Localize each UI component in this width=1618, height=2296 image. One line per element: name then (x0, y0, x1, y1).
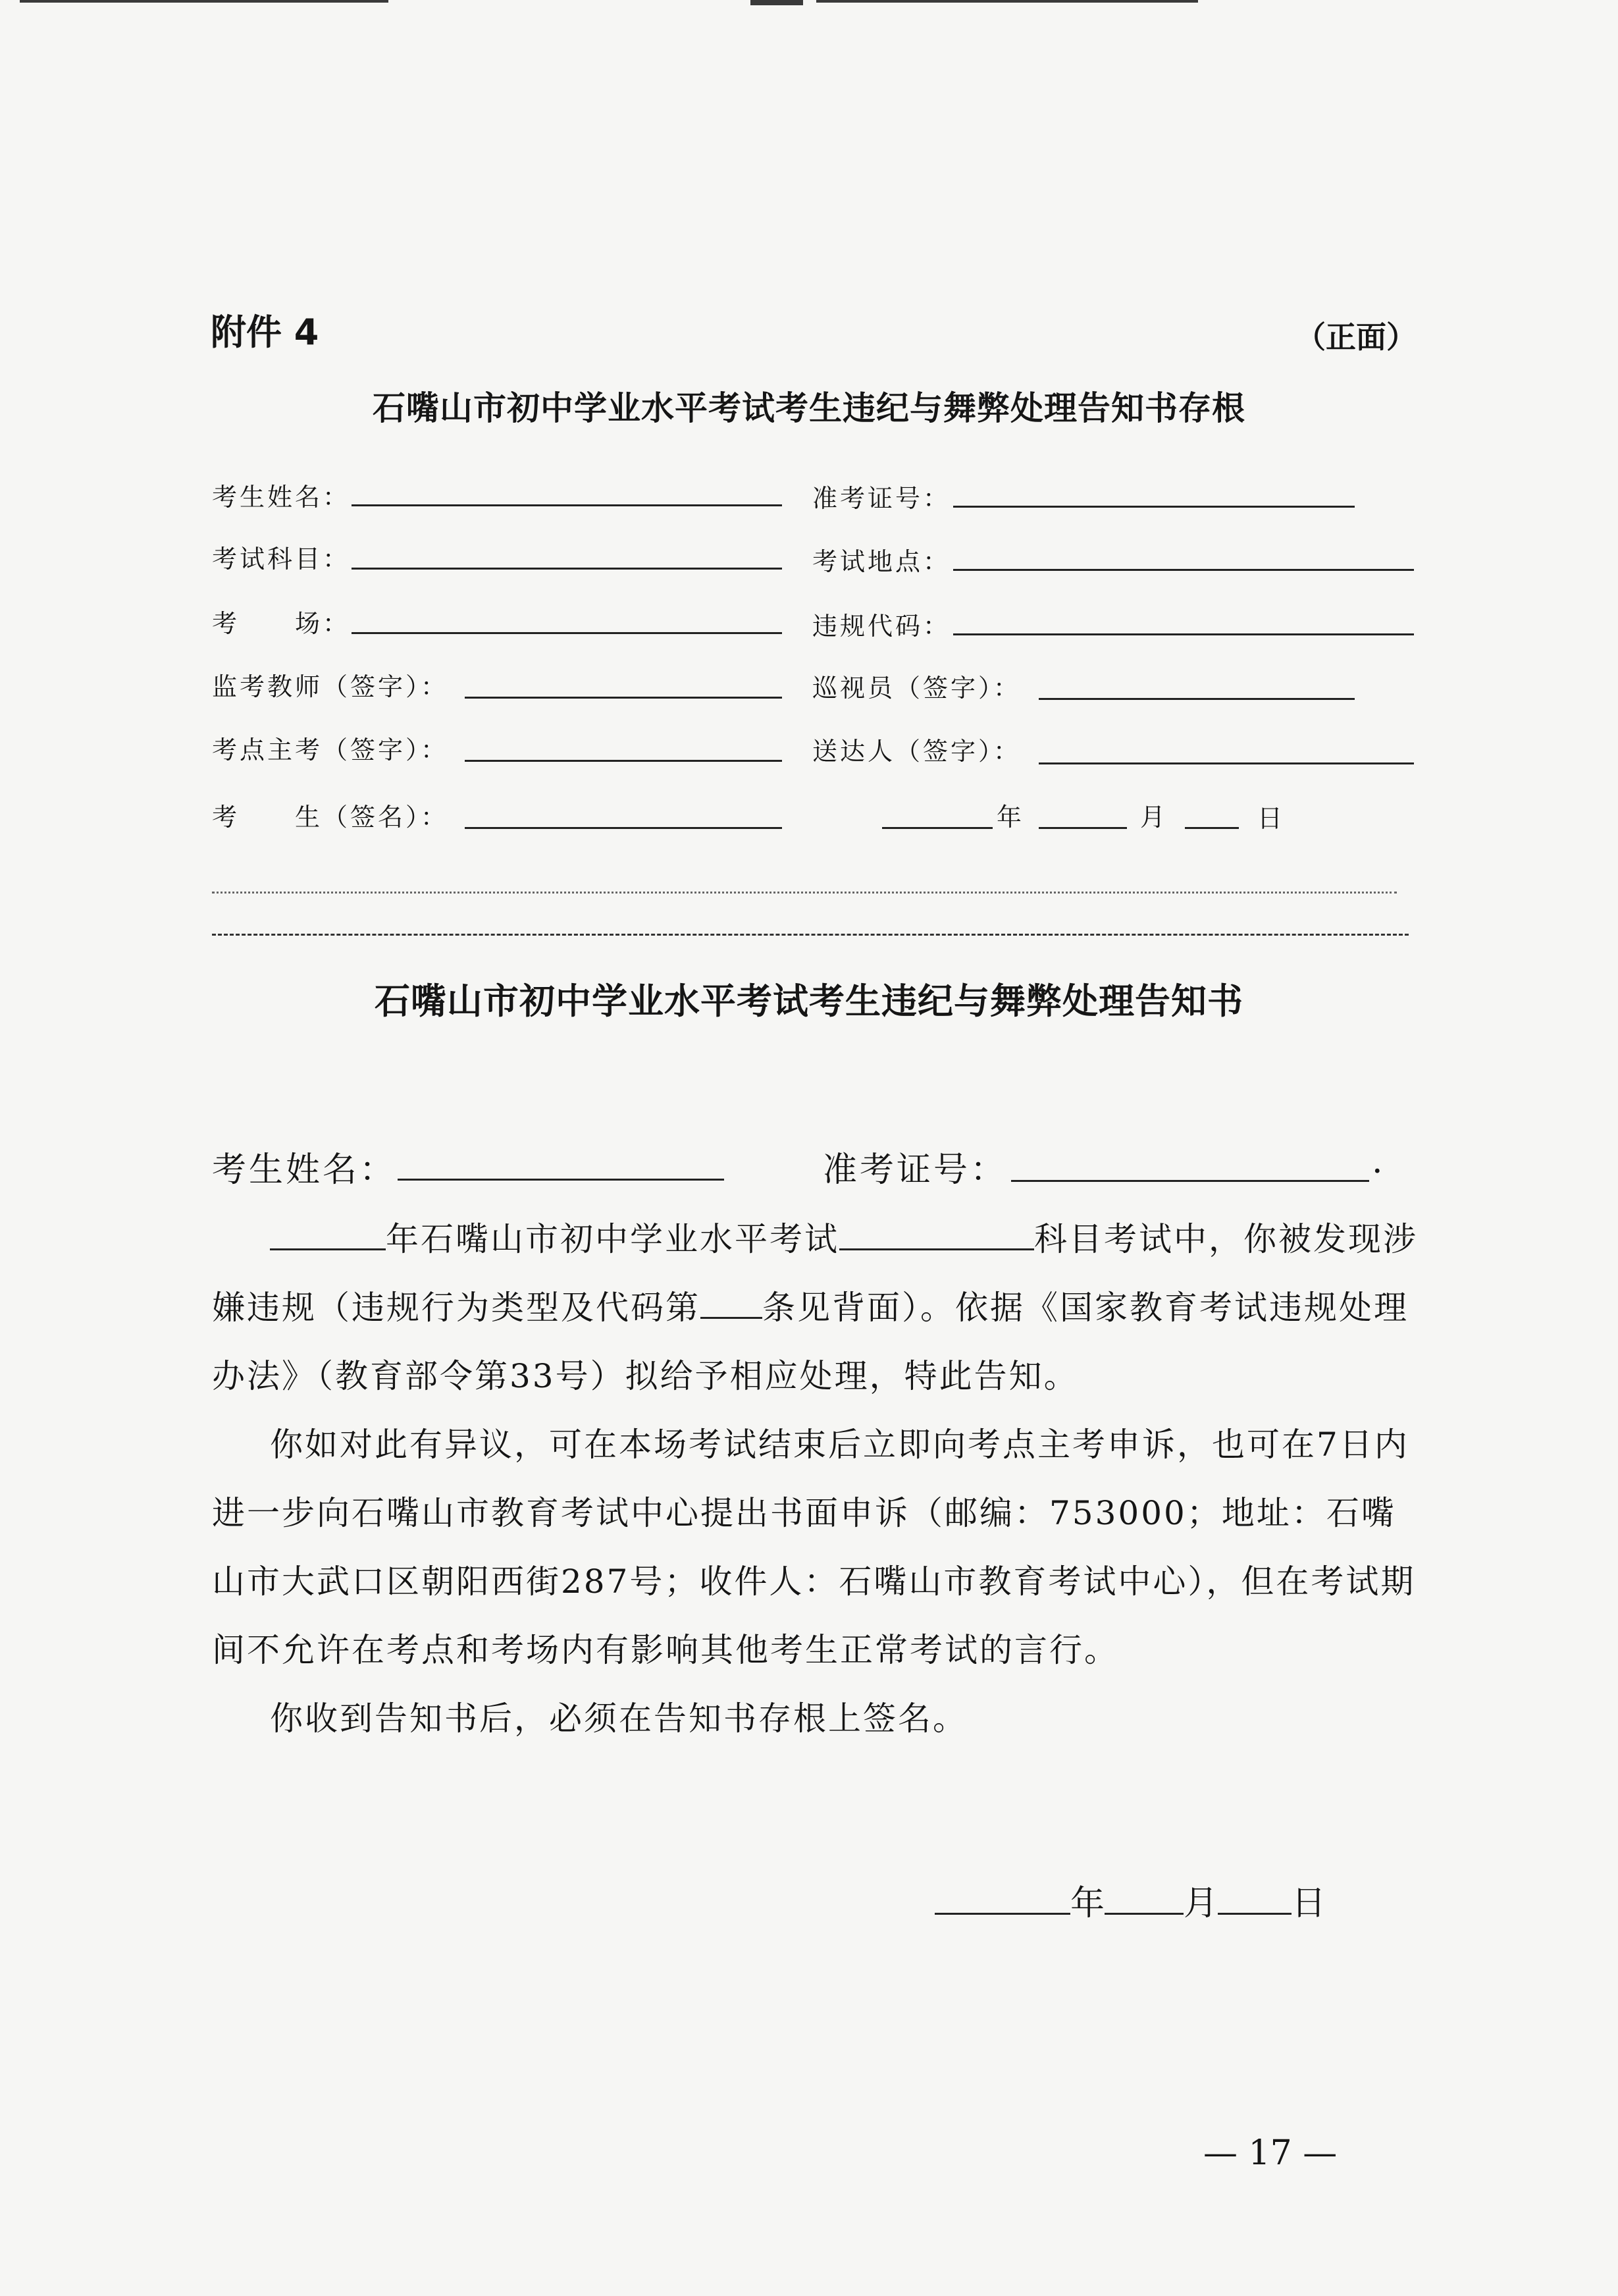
page-number: — 17 — (1203, 2133, 1338, 2173)
notice-date-day: 日 (1292, 1884, 1326, 1923)
stub-code-field[interactable] (953, 633, 1414, 635)
notice-code-blank[interactable] (700, 1285, 762, 1319)
stub-inspector-label: 巡视员（签字）： (812, 674, 1022, 703)
scan-edge-mark (20, 0, 388, 3)
notice-paragraph-2: 你如对此有异议，可在本场考试结束后立即向考点主考申诉，也可在7日内进一步向石嘴山市教育考试中心提出书面申诉（邮编：753000；地址：石嘴山市大武口区朝阳西街287号；收件人：石嘴山市教育考试中心），但在考试期间不允许在考点和考场内有影响其他考生正常考试的言行。 (212, 1426, 1416, 1669)
separator-dotted (212, 892, 1397, 894)
side-label: （正面） (1295, 319, 1417, 355)
attachment-label: 附件 4 (211, 311, 319, 353)
stub-deliverer-label: 送达人（签字）： (812, 737, 1022, 766)
notice-subject-blank[interactable] (839, 1217, 1034, 1250)
stub-month-field[interactable] (1039, 827, 1127, 829)
notice-body (212, 1205, 1418, 1753)
stub-name-label: 考生姓名： (212, 483, 351, 512)
stub-room-label: 考 场： (212, 609, 351, 638)
stub-proctor-field[interactable] (465, 697, 782, 699)
stub-inspector-field[interactable] (1039, 698, 1355, 700)
stub-day-label: 日 (1257, 804, 1286, 833)
stub-ticket-label: 准考证号： (812, 484, 951, 513)
notice-p1-a: 年石嘴山市初中学业水平考试 (386, 1220, 839, 1258)
scan-edge-mark (750, 0, 803, 5)
notice-paragraph-3: 你收到告知书后，必须在告知书存根上签名。 (270, 1699, 968, 1738)
stub-student-field[interactable] (465, 827, 782, 829)
notice-date-month: 月 (1184, 1884, 1218, 1923)
stub-deliverer-field[interactable] (1039, 762, 1414, 764)
stub-chief-label: 考点主考（签字）： (212, 735, 449, 764)
stub-month-label: 月 (1140, 803, 1168, 832)
stub-subject-field[interactable] (352, 568, 782, 570)
stub-room-field[interactable] (352, 632, 782, 634)
notice-name-field[interactable] (398, 1179, 724, 1181)
stub-site-label: 考试地点： (812, 547, 951, 576)
stub-day-field[interactable] (1185, 827, 1239, 829)
stub-year-field[interactable] (882, 827, 993, 829)
stub-year-label: 年 (997, 803, 1025, 832)
stub-chief-field[interactable] (465, 760, 782, 762)
scan-edge-mark (816, 0, 1198, 3)
notice-title: 石嘴山市初中学业水平考试考生违纪与舞弊处理告知书 (375, 980, 1243, 1022)
notice-date-day-blank[interactable] (1218, 1881, 1292, 1915)
notice-date (935, 1875, 1326, 1925)
notice-year-blank[interactable] (270, 1217, 386, 1250)
stub-subject-label: 考试科目： (212, 545, 351, 574)
notice-ticket-label: 准考证号： (823, 1150, 1008, 1190)
stub-code-label: 违规代码： (812, 612, 951, 641)
stub-site-field[interactable] (953, 569, 1414, 571)
stub-student-label: 考 生（签名）： (212, 803, 449, 832)
notice-date-year-blank[interactable] (935, 1881, 1070, 1915)
cut-line (212, 934, 1409, 936)
stub-proctor-label: 监考教师（签字）： (212, 672, 449, 701)
stub-ticket-field[interactable] (953, 506, 1355, 508)
notice-date-year: 年 (1070, 1884, 1105, 1923)
notice-date-month-blank[interactable] (1105, 1881, 1184, 1915)
stub-name-field[interactable] (352, 504, 782, 506)
stub-title: 石嘴山市初中学业水平考试考生违纪与舞弊处理告知书存根 (373, 389, 1245, 427)
notice-paragraph-1 (212, 1205, 1418, 1410)
notice-name-label: 考生姓名： (212, 1150, 397, 1190)
notice-ticket-field[interactable] (1011, 1180, 1369, 1182)
notice-p1-c: 条见背面）。依据《国家教育考试违规处理办法》（教育部令第33号）拟给予相应处理，特此告知。 (212, 1289, 1409, 1395)
notice-ticket-end: . (1372, 1142, 1386, 1181)
notice-p1-b: 科目考试中，你被发现涉嫌违规（违规行为类型及代码第 (212, 1220, 1418, 1327)
